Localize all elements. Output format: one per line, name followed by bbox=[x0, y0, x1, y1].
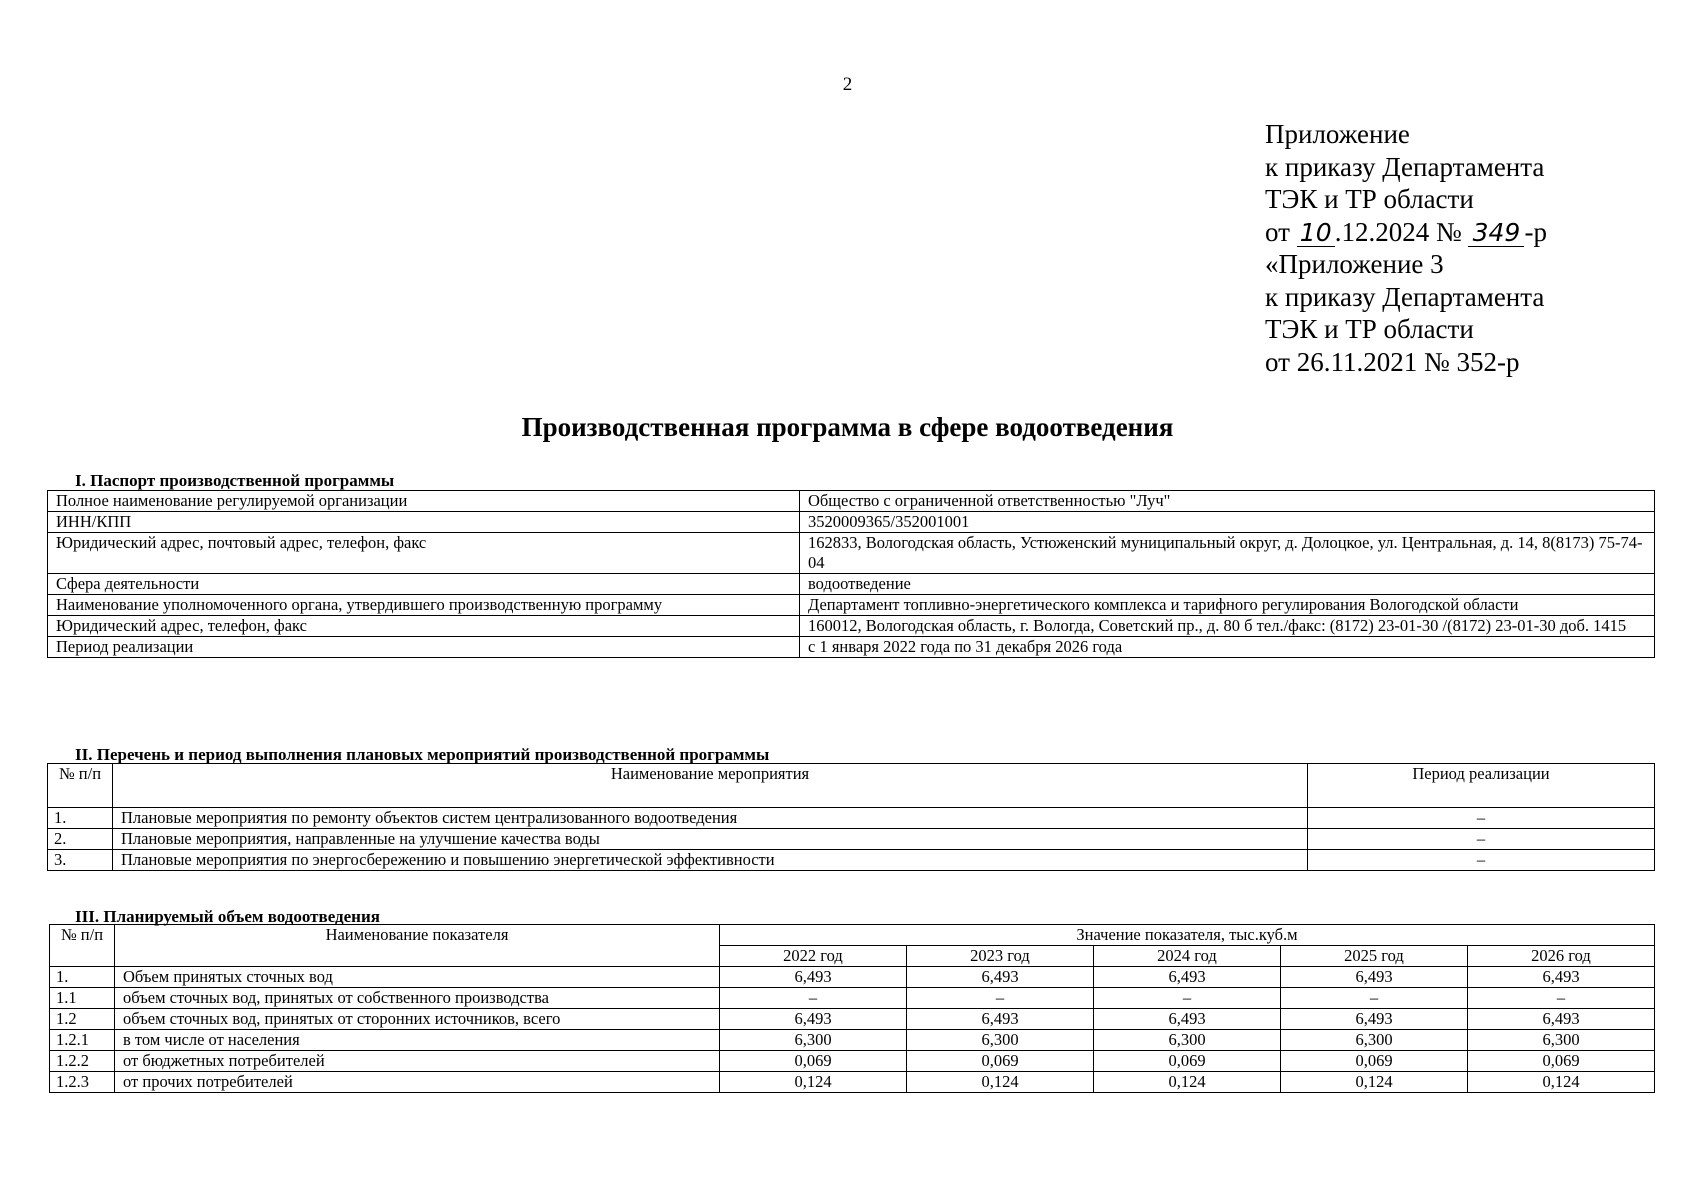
row-label: Юридический адрес, почтовый адрес, телефон, факс bbox=[48, 533, 800, 574]
row-name: объем сточных вод, принятых от собственного производства bbox=[115, 988, 720, 1009]
row-name: Плановые мероприятия по ремонту объектов систем централизованного водоотведения bbox=[113, 808, 1308, 829]
appendix-date-line bbox=[1265, 216, 1547, 249]
appendix-line: Приложение bbox=[1265, 119, 1410, 149]
row-label: ИНН/КПП bbox=[48, 512, 800, 533]
row-value: 6,493 bbox=[907, 967, 1094, 988]
number-suffix: -р bbox=[1524, 216, 1547, 247]
table-row bbox=[50, 988, 1655, 1009]
row-value: – bbox=[1281, 988, 1468, 1009]
row-num: 1. bbox=[48, 808, 113, 829]
row-value: 160012, Вологодская область, г. Вологда, Советский пр., д. 80 б тел./факс: (8172) 23-01-30 /(8172) 23-01-30 доб. 1415 bbox=[800, 616, 1655, 637]
row-value: 6,300 bbox=[1281, 1030, 1468, 1051]
row-value: 0,124 bbox=[1094, 1072, 1281, 1093]
row-value: 6,493 bbox=[1094, 967, 1281, 988]
row-value: 0,124 bbox=[1281, 1072, 1468, 1093]
row-name: Объем принятых сточных вод bbox=[115, 967, 720, 988]
table-row bbox=[48, 574, 1655, 595]
row-label: Полное наименование регулируемой организации bbox=[48, 491, 800, 512]
row-period: – bbox=[1308, 829, 1655, 850]
table-header-row bbox=[50, 925, 1655, 946]
table-row bbox=[48, 829, 1655, 850]
row-label: Сфера деятельности bbox=[48, 574, 800, 595]
date-rest: .12.2024 № bbox=[1334, 216, 1462, 247]
header-value-group: Значение показателя, тыс.куб.м bbox=[720, 925, 1655, 946]
year-header: 2025 год bbox=[1281, 946, 1468, 967]
table-row bbox=[48, 850, 1655, 871]
row-value: водоотведение bbox=[800, 574, 1655, 595]
row-value: Общество с ограниченной ответственностью "Луч" bbox=[800, 491, 1655, 512]
row-value: 0,069 bbox=[907, 1051, 1094, 1072]
row-num: 1.2.2 bbox=[50, 1051, 115, 1072]
appendix-block bbox=[1265, 118, 1547, 378]
year-header: 2026 год bbox=[1468, 946, 1655, 967]
row-num: 3. bbox=[48, 850, 113, 871]
row-name: Плановые мероприятия по энергосбережению и повышению энергетической эффективности bbox=[113, 850, 1308, 871]
table-row bbox=[48, 533, 1655, 574]
row-num: 1.2.1 bbox=[50, 1030, 115, 1051]
row-value: 0,069 bbox=[1094, 1051, 1281, 1072]
section-3-heading: III. Планируемый объем водоотведения bbox=[75, 907, 380, 926]
table-row bbox=[50, 1030, 1655, 1051]
row-label: Наименование уполномоченного органа, утвердившего производственную программу bbox=[48, 595, 800, 616]
row-value: 0,124 bbox=[720, 1072, 907, 1093]
passport-table bbox=[47, 490, 1655, 658]
row-value: 6,493 bbox=[1468, 1009, 1655, 1030]
row-label: Период реализации bbox=[48, 637, 800, 658]
row-name: в том числе от населения bbox=[115, 1030, 720, 1051]
row-value: 6,493 bbox=[1468, 967, 1655, 988]
row-num: 1. bbox=[50, 967, 115, 988]
row-value: – bbox=[907, 988, 1094, 1009]
appendix-line: к приказу Департамента bbox=[1265, 151, 1545, 182]
row-value: 6,300 bbox=[1094, 1030, 1281, 1051]
table-row bbox=[50, 1051, 1655, 1072]
row-value: 6,300 bbox=[720, 1030, 907, 1051]
date-prefix: от bbox=[1265, 216, 1290, 247]
row-value: 0,124 bbox=[907, 1072, 1094, 1093]
row-value: 6,300 bbox=[1468, 1030, 1655, 1051]
row-num: 1.2 bbox=[50, 1009, 115, 1030]
row-value: 6,493 bbox=[720, 967, 907, 988]
handwritten-day: 10 bbox=[1297, 220, 1335, 247]
table-row bbox=[48, 512, 1655, 533]
row-value: с 1 января 2022 года по 31 декабря 2026 года bbox=[800, 637, 1655, 658]
header-name: Наименование мероприятия bbox=[113, 764, 1308, 808]
header-period: Период реализации bbox=[1308, 764, 1655, 808]
table-row bbox=[48, 616, 1655, 637]
table-row bbox=[50, 1009, 1655, 1030]
year-header: 2023 год bbox=[907, 946, 1094, 967]
table-row bbox=[48, 808, 1655, 829]
row-period: – bbox=[1308, 808, 1655, 829]
row-value: 162833, Вологодская область, Устюженский муниципальный округ, д. Долоцкое, ул. Центральная, д. 14, 8(8173) 75-74-04 bbox=[800, 533, 1655, 574]
row-value: 0,069 bbox=[1281, 1051, 1468, 1072]
row-value: 6,493 bbox=[1281, 1009, 1468, 1030]
appendix-line: ТЭК и ТР области bbox=[1265, 314, 1474, 344]
row-value: 6,493 bbox=[907, 1009, 1094, 1030]
row-value: – bbox=[1094, 988, 1281, 1009]
table-row bbox=[50, 967, 1655, 988]
measures-table bbox=[47, 763, 1655, 871]
section-2-heading: II. Перечень и период выполнения плановых мероприятий производственной программы bbox=[75, 745, 770, 764]
table-row bbox=[48, 491, 1655, 512]
row-value: 0,069 bbox=[720, 1051, 907, 1072]
document-title: Производственная программа в сфере водоотведения bbox=[521, 412, 1174, 442]
page-number: 2 bbox=[842, 74, 853, 95]
table-row bbox=[48, 595, 1655, 616]
row-value: 0,124 bbox=[1468, 1072, 1655, 1093]
row-value: – bbox=[1468, 988, 1655, 1009]
year-header: 2024 год bbox=[1094, 946, 1281, 967]
row-name: от бюджетных потребителей bbox=[115, 1051, 720, 1072]
row-label: Юридический адрес, телефон, факс bbox=[48, 616, 800, 637]
row-num: 2. bbox=[48, 829, 113, 850]
section-1-heading: I. Паспорт производственной программы bbox=[75, 471, 395, 490]
row-num: 1.1 bbox=[50, 988, 115, 1009]
appendix-line: ТЭК и ТР области bbox=[1265, 184, 1474, 214]
table-header-row bbox=[48, 764, 1655, 808]
row-name: от прочих потребителей bbox=[115, 1072, 720, 1093]
row-value: 6,300 bbox=[907, 1030, 1094, 1051]
row-period: – bbox=[1308, 850, 1655, 871]
appendix-line: «Приложение 3 bbox=[1265, 249, 1444, 279]
table-row bbox=[48, 637, 1655, 658]
year-header: 2022 год bbox=[720, 946, 907, 967]
table-row bbox=[50, 1072, 1655, 1093]
header-num: № п/п bbox=[50, 925, 115, 967]
appendix-line: от 26.11.2021 № 352-р bbox=[1265, 346, 1520, 377]
appendix-line: к приказу Департамента bbox=[1265, 281, 1545, 312]
row-value: – bbox=[720, 988, 907, 1009]
row-value: 0,069 bbox=[1468, 1051, 1655, 1072]
volume-table bbox=[49, 924, 1655, 1093]
row-num: 1.2.3 bbox=[50, 1072, 115, 1093]
row-name: Плановые мероприятия, направленные на улучшение качества воды bbox=[113, 829, 1308, 850]
header-num: № п/п bbox=[48, 764, 113, 808]
row-value: 6,493 bbox=[720, 1009, 907, 1030]
handwritten-number: 349 bbox=[1468, 220, 1524, 247]
row-value: 6,493 bbox=[1094, 1009, 1281, 1030]
row-value: 3520009365/352001001 bbox=[800, 512, 1655, 533]
row-value: Департамент топливно-энергетического комплекса и тарифного регулирования Вологодской области bbox=[800, 595, 1655, 616]
row-name: объем сточных вод, принятых от сторонних источников, всего bbox=[115, 1009, 720, 1030]
header-name: Наименование показателя bbox=[115, 925, 720, 967]
row-value: 6,493 bbox=[1281, 967, 1468, 988]
